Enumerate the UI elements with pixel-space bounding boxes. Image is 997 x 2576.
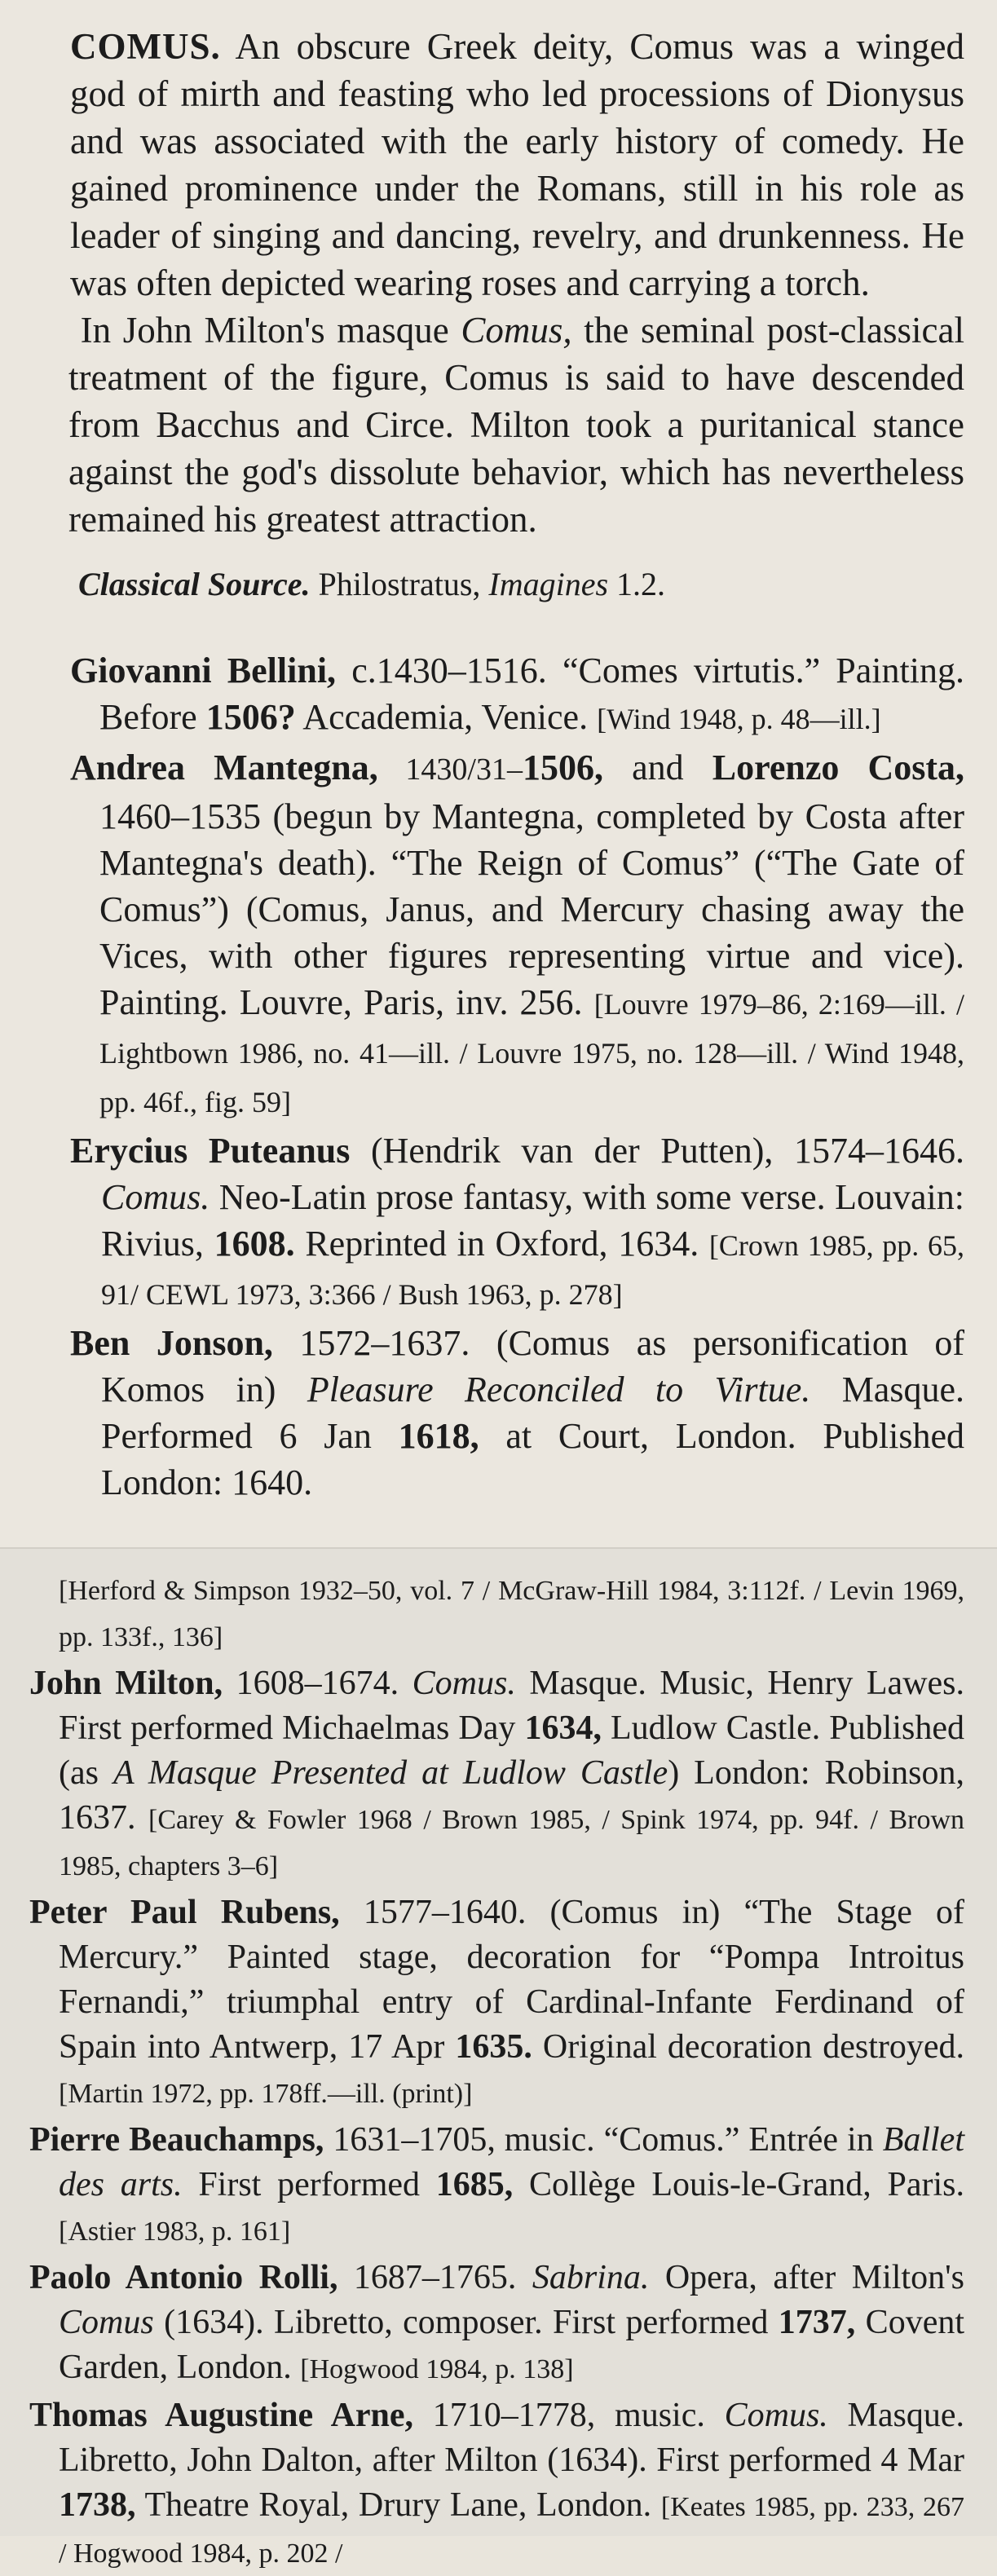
entry-jonson-references: [Herford & Simpson 1932–50, vol. 7 / McGraw-Hill 1984, 3:112f. / Levin 1969, pp. 133f., 136] bbox=[59, 1576, 964, 1652]
entry-jonson: Ben Jonson, 1572–1637. (Comus as personification of Komos in) Pleasure Reconciled to Virtue. Masque. Performed 6 Jan 1618, at Court, London. Published London: 1640. bbox=[70, 1323, 964, 1502]
entry-milton: John Milton, 1608–1674. Comus. Masque. Music, Henry Lawes. First performed Michaelmas Day 1634, Ludlow Castle. Published (as A Masque Presented at Ludlow Castle) London: Robinson, 1637. [Carey & Fowler 1968 / Brown 1985, / Spink 1974, pp. 94f. / Brown 1985, chapters 3–6] bbox=[29, 1665, 965, 1881]
intro-paragraph-1: COMUS. An obscure Greek deity, Comus was a winged god of mirth and feasting who led processions of Dionysus and was associated with the early history of comedy. He gained prominence under the Romans, still in his role as leader of singing and dancing, revelry, and drunkenness. He was often depicted wearing roses and carrying a torch. bbox=[70, 26, 964, 303]
entry-heading: COMUS. bbox=[70, 26, 221, 67]
entry-introduction bbox=[70, 23, 964, 608]
entry-arne: Thomas Augustine Arne, 1710–1778, music. Comus. Masque. Libretto, John Dalton, after Milton (1634). First performed 4 Mar 1738, Theatre Royal, Drury Lane, London. [Keates 1985, pp. 233, 267 / Hogwood 1984, p. 202 / bbox=[29, 2397, 965, 2569]
entry-beauchamps: Pierre Beauchamps, 1631–1705, music. “Comus.” Entrée in Ballet des arts. First performed 1685, Collège Louis-le-Grand, Paris. [Astier 1983, p. 161] bbox=[29, 2121, 964, 2247]
intro-paragraph-2: In John Milton's masque Comus, the seminal post-classical treatment of the figure, Comus is said to have descended from Bacchus and Circe. Milton took a puritanical stance against the god's dissolute behavior, which has nevertheless remained his greatest attraction. bbox=[68, 310, 964, 540]
entry-puteanus: Erycius Puteanus (Hendrik van der Putten), 1574–1646. Comus. Neo-Latin prose fantasy, with some verse. Louvain: Rivius, 1608. Reprinted in Oxford, 1634. [Crown 1985, pp. 65, 91/ CEWL 1973, 3:366 / Bush 1963, p. 278] bbox=[70, 1131, 964, 1311]
entry-rubens: Peter Paul Rubens, 1577–1640. (Comus in) “The Stage of Mercury.” Painted stage, decoration for “Pompa Introitus Fernandi,” triumphal entry of Cardinal-Infante Ferdinand of Spain into Antwerp, 17 Apr 1635. Original decoration destroyed. [Martin 1972, pp. 178ff.—ill. (print)] bbox=[29, 1894, 965, 2109]
entry-mantegna: Andrea Mantegna, 1430/31–1506, and Lorenzo Costa, 1460–1535 (begun by Mantegna, completed by Costa after Mantegna's death). “The Reign of Comus” (“The Gate of Comus”) (Comus, Janus, and Mercury chasing away the Vices, with other figures representing virtue and vice). Painting. Louvre, Paris, inv. 256. [Louvre 1979–86, 2:169—ill. / Lightbown 1986, no. 41—ill. / Louvre 1975, no. 128—ill. / Wind 1948, pp. 46f., fig. 59] bbox=[70, 748, 965, 1118]
entry-rolli: Paolo Antonio Rolli, 1687–1765. Sabrina. Opera, after Milton's Comus (1634). Libretto, composer. First performed 1737, Covent Garden, London. [Hogwood 1984, p. 138] bbox=[29, 2259, 965, 2386]
entry-bellini: Giovanni Bellini, c.1430–1516. “Comes virtutis.” Painting. Before 1506? Accademia, Venice. [Wind 1948, p. 48—ill.] bbox=[70, 651, 964, 737]
classical-source: Classical Source. Philostratus, Imagines 1.2. bbox=[78, 566, 666, 602]
page-bottom-section bbox=[0, 1547, 997, 2569]
